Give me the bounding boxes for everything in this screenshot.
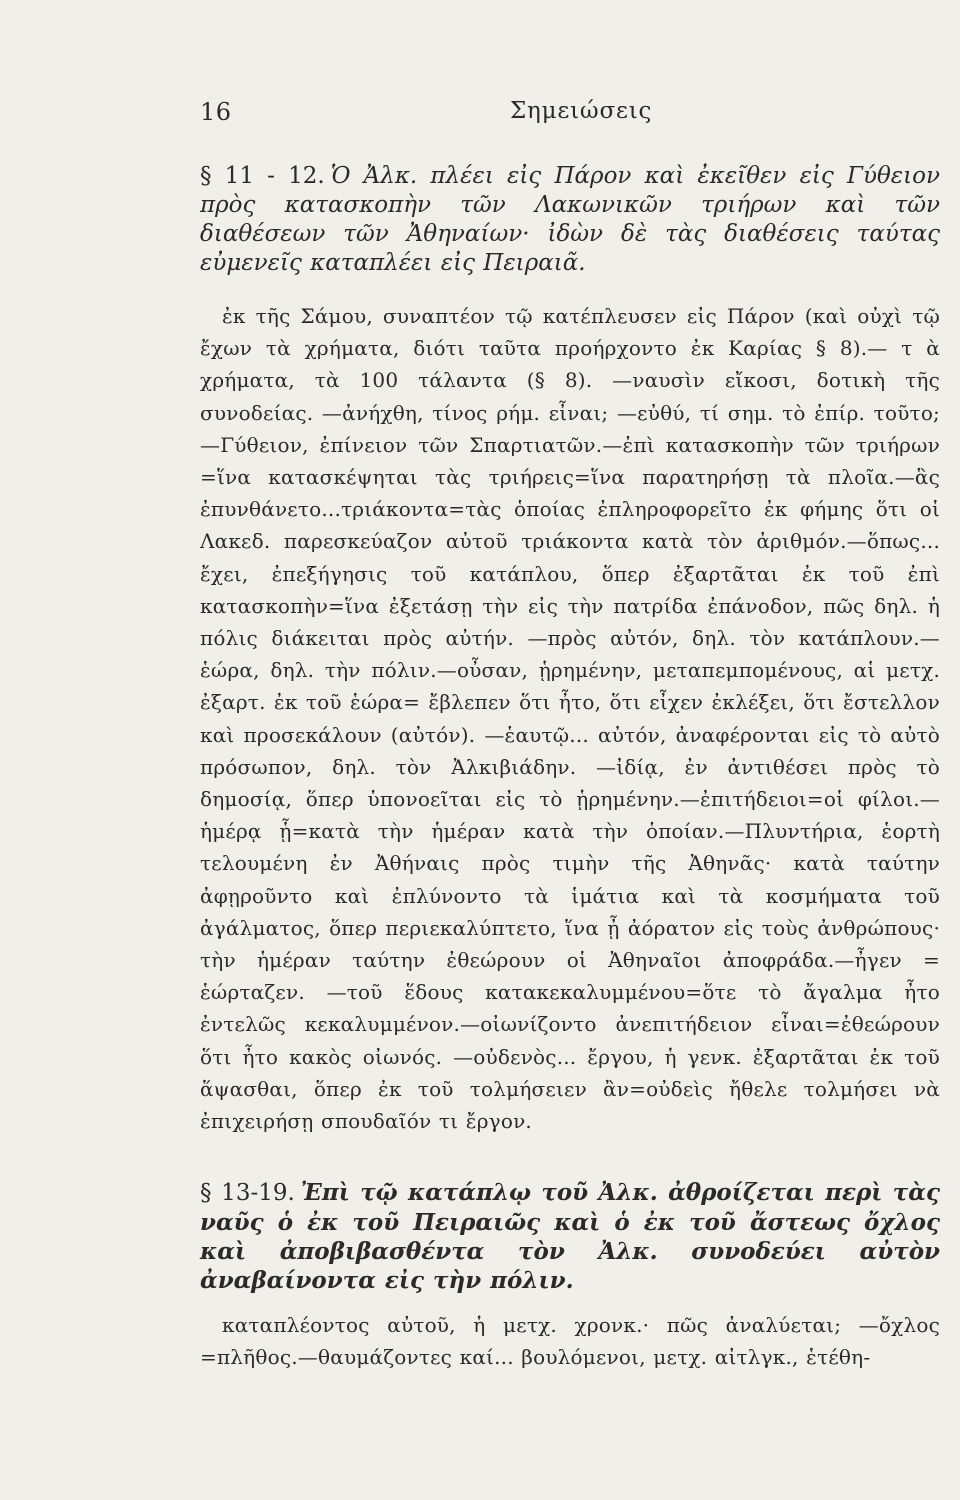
page-header [200, 98, 940, 138]
section-heading [200, 162, 940, 278]
commentary-paragraph: καταπλέοντος αὐτοῦ, ἡ μετχ. χρονκ.· πῶς ἀναλύεται; —ὄχλος =πλῆθος.—θαυμάζοντες καί... βουλόμενοι, μετχ. αἰτλγκ., ἑτέθη- [200, 1313, 940, 1370]
notes-section-11-12 [200, 162, 940, 1137]
section-number: § 13-19. [200, 1180, 295, 1206]
section-summary: Ὁ Ἀλκ. πλέει εἰς Πάρον καὶ ἐκεῖθεν εἰς Γύθειον πρὸς κατασκοπὴν τῶν Λακωνικῶν τριήρων καὶ τῶν διαθέσεων τῶν Ἀθηναίων· ἰδὼν δὲ τὰς διαθέσεις ταύτας εὐμενεῖς καταπλέει εἰς Πειραιᾶ. [200, 163, 940, 276]
commentary-paragraph: ἐκ τῆς Σάμου, συναπτέον τῷ κατέπλευσεν εἰς Πάρον (καὶ οὐχὶ τῷ ἔχων τὰ χρήματα, διότι ταῦτα προήρχοντο ἐκ Καρίας § 8).— τ ὰ χρήματα, τὰ 100 τάλαντα (§ 8). —ναυσὶν εἴκοσι, δοτικὴ τῆς συνοδείας. —ἀνήχθη, τίνος ρήμ. εἶναι; —εὐθύ, τί σημ. τὸ ἐπίρ. τοῦτο;—Γύθειον, ἐπίνειον τῶν Σπαρτιατῶν.—ἐπὶ κατασκοπὴν τῶν τριήρων =ἵνα κατασκέψηται τὰς τριήρεις=ἵνα παρατηρήσῃ τὰ πλοῖα.—ἃς ἐπυνθάνετο...τριάκοντα=τὰς ὁποίας ἐπληροφορεῖτο ἐκ φήμης ὅτι οἱ Λακεδ. παρεσκεύαζον αὐτοῦ τριάκοντα κατὰ τὸν ἀριθμόν.—ὅπως... ἔχει, ἐπεξήγησις τοῦ κατάπλου, ὅπερ ἐξαρτᾶται ἐκ τοῦ ἐπὶ κατασκοπὴν=ἵνα ἐξετάσῃ τὴν εἰς τὴν πατρίδα ἐπάνοδον, πῶς δηλ. ἡ πόλις διάκειται πρὸς αὐτήν. —πρὸς αὐτόν, δηλ. τὸν κατάπλουν.—ἑώρα, δηλ. τὴν πόλιν.—οὖσαν, ᾑρημένην, μεταπεμπομένους, αἱ μετχ. ἐξαρτ. ἐκ τοῦ ἑώρα= ἔβλεπεν ὅτι ἦτο, ὅτι εἶχεν ἐκλέξει, ὅτι ἔστελλον καὶ προσεκάλουν (αὐτόν). —ἑαυτῷ... αὐτόν, ἀναφέρονται εἰς τὸ αὐτὸ πρόσωπον, δηλ. τὸν Ἀλκιβιάδην. —ἰδίᾳ, ἐν ἀντιθέσει πρὸς τὸ δημοσίᾳ, ὅπερ ὑπονοεῖται εἰς τὸ ᾑρημένην.—ἐπιτήδειοι=οἱ φίλοι.—ἡμέρᾳ ᾗ=κατὰ τὴν ἡμέραν κατὰ τὴν ὁποίαν.—Πλυντήρια, ἑορτὴ τελουμένη ἐν Ἀθήναις πρὸς τιμὴν τῆς Ἀθηνᾶς· κατὰ ταύτην ἀφῃροῦντο καὶ ἐπλύνοντο τὰ ἱμάτια καὶ τὰ κοσμήματα τοῦ ἀγάλματος, ὅπερ περιεκαλύπτετο, ἵνα ᾖ ἀόρατον εἰς τοὺς ἀνθρώπους· τὴν ἡμέραν ταύτην ἐθεώρουν οἱ Ἀθηναῖοι ἀποφράδα.—ἦγεν = ἑώρταζεν. —τοῦ ἕδους κατακεκαλυμμένου=ὅτε τὸ ἄγαλμα ἦτο ἐντελῶς κεκαλυμμένον.—οἰωνίζοντο ἀνεπιτήδειον εἶναι=ἐθεώρουν ὅτι ἦτο κακὸς οἰωνός. —οὐδενὸς... ἔργου, ἡ γενκ. ἐξαρτᾶται ἐκ τοῦ ἅψασθαι, ὅπερ ἐκ τοῦ τολμήσειεν ἂν=οὐδεὶς ἤθελε τολμήσει νὰ ἐπιχειρήσῃ σπουδαῖόν τι ἔργον. [200, 304, 940, 1134]
section-summary: Ἐπὶ τῷ κατάπλῳ τοῦ Ἀλκ. ἀθροίζεται περὶ τὰς ναῦς ὁ ἐκ τοῦ Πειραιῶς καὶ ὁ ἐκ τοῦ ἄστεως ὄχλος καὶ ἀποβιβασθέντα τὸν Ἀλκ. συνοδεύει αὐτὸν ἀναβαίνοντα εἰς τὴν πόλιν. [200, 1179, 940, 1294]
notes-section-13-19 [200, 1178, 940, 1373]
section-heading [200, 1178, 940, 1295]
running-title: Σημειώσεις [510, 98, 653, 124]
section-number: § 11 - 12. [200, 163, 325, 189]
page-number: 16 [200, 98, 232, 126]
